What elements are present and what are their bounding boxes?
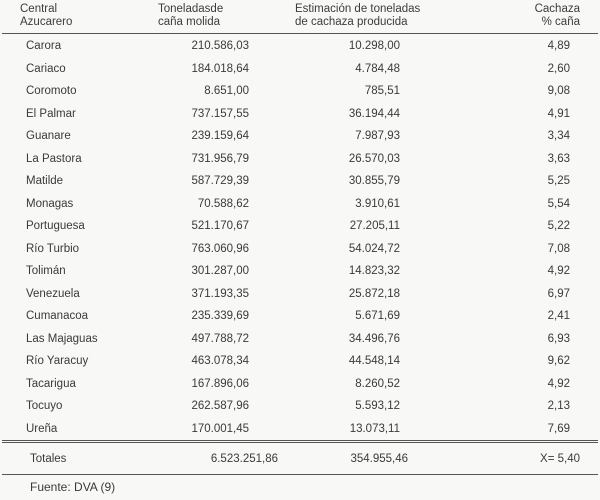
- table-body: [0, 35, 600, 440]
- table-row: [0, 305, 600, 328]
- row-toneladas: 371.193,35: [191, 287, 249, 300]
- row-central: Carora: [26, 40, 62, 52]
- row-central: Las Majaguas: [26, 332, 98, 345]
- row-cachaza-pct: 7,08: [547, 242, 570, 255]
- row-cachaza-pct: 3,63: [547, 152, 570, 165]
- row-cachaza-pct: 4,92: [547, 377, 570, 390]
- row-toneladas: 239.159,64: [191, 130, 249, 142]
- totals-rule-lower: [2, 442, 598, 443]
- row-toneladas: 763.060,96: [191, 242, 249, 255]
- row-cachaza-pct: 5,25: [547, 175, 570, 187]
- header-rule: [2, 33, 598, 34]
- row-toneladas: 70.588,62: [197, 197, 249, 210]
- totals-label: Totales: [30, 453, 67, 465]
- row-central: Ureña: [26, 422, 58, 435]
- totals-toneladas: 6.523.251,86: [210, 453, 278, 465]
- table-row: [0, 103, 600, 126]
- row-estimacion: 14.823,32: [348, 265, 400, 277]
- row-toneladas: 210.586,03: [191, 40, 249, 52]
- row-estimacion: 785,51: [364, 85, 400, 97]
- row-toneladas: 262.587,96: [191, 400, 249, 412]
- row-toneladas: 737.157,55: [191, 107, 249, 120]
- row-central: Matilde: [26, 175, 64, 187]
- row-central: Tocuyo: [26, 400, 63, 412]
- table-row: [0, 125, 600, 148]
- header-toneladas: Toneladasde caña molida: [158, 3, 224, 28]
- table-row: [0, 283, 600, 306]
- row-central: Cumanacoa: [26, 310, 89, 322]
- table-row: [0, 238, 600, 261]
- row-toneladas: 301.287,00: [191, 265, 249, 277]
- row-estimacion: 54.024,72: [348, 242, 400, 255]
- row-central: Tacarigua: [26, 377, 76, 390]
- row-toneladas: 587.729,39: [191, 175, 249, 187]
- row-toneladas: 8.651,00: [204, 85, 249, 97]
- row-central: Venezuela: [26, 287, 80, 300]
- table-row: [0, 148, 600, 171]
- table-row: [0, 260, 600, 283]
- totals-pct: X= 5,40: [540, 453, 580, 465]
- table-row: [0, 328, 600, 351]
- row-cachaza-pct: 3,34: [547, 130, 570, 142]
- table-row: [0, 418, 600, 441]
- row-estimacion: 26.570,03: [348, 152, 400, 165]
- table-row: [0, 58, 600, 81]
- row-central: Monagas: [26, 197, 74, 210]
- row-estimacion: 13.073,11: [349, 422, 400, 435]
- totals-rule-upper: [2, 440, 598, 441]
- row-central: La Pastora: [26, 152, 82, 165]
- row-cachaza-pct: 5,22: [547, 220, 570, 232]
- row-estimacion: 34.496,76: [348, 332, 400, 345]
- row-cachaza-pct: 7,69: [547, 422, 570, 435]
- row-cachaza-pct: 9,62: [547, 355, 570, 367]
- table-row: [0, 193, 600, 216]
- row-estimacion: 27.205,11: [349, 220, 400, 232]
- row-central: El Palmar: [26, 107, 76, 120]
- header-central: Central Azucarero: [20, 3, 73, 28]
- row-estimacion: 5.593,12: [355, 400, 400, 412]
- table-row: [0, 80, 600, 103]
- table-row: [0, 170, 600, 193]
- table-row: [0, 350, 600, 373]
- row-toneladas: 521.170,67: [191, 220, 249, 232]
- row-toneladas: 463.078,34: [191, 355, 249, 367]
- table-row: [0, 373, 600, 396]
- row-estimacion: 8.260,52: [355, 377, 400, 390]
- row-estimacion: 5.671,69: [355, 310, 400, 322]
- table-row: [0, 215, 600, 238]
- source-note: Fuente: DVA (9): [30, 480, 116, 494]
- row-central: Río Yaracuy: [26, 355, 89, 367]
- row-cachaza-pct: 2,60: [547, 62, 570, 75]
- row-toneladas: 497.788,72: [191, 332, 249, 345]
- table-header: [0, 0, 600, 33]
- table-row: [0, 395, 600, 418]
- row-cachaza-pct: 4,89: [547, 40, 570, 52]
- totals-estimacion: 354.955,46: [350, 453, 408, 465]
- row-cachaza-pct: 5,54: [547, 197, 570, 210]
- header-cachaza: Cachaza % caña: [534, 3, 580, 28]
- row-toneladas: 184.018,64: [191, 62, 249, 75]
- row-cachaza-pct: 2,13: [547, 400, 570, 412]
- row-cachaza-pct: 6,97: [547, 287, 570, 300]
- table-row: [0, 35, 600, 58]
- row-estimacion: 3.910,61: [355, 197, 400, 210]
- row-cachaza-pct: 4,92: [547, 265, 570, 277]
- row-estimacion: 44.548,14: [348, 355, 400, 367]
- row-estimacion: 30.855,79: [348, 175, 400, 187]
- row-toneladas: 170.001,45: [191, 422, 249, 435]
- row-central: Tolimán: [26, 265, 66, 277]
- row-central: Coromoto: [26, 85, 77, 97]
- row-toneladas: 167.896,06: [191, 377, 249, 390]
- row-central: Portuguesa: [26, 220, 85, 232]
- row-cachaza-pct: 4,91: [547, 107, 570, 120]
- row-estimacion: 36.194,44: [348, 107, 400, 120]
- row-cachaza-pct: 2,41: [547, 310, 570, 322]
- row-toneladas: 731.956,79: [191, 152, 249, 165]
- row-central: Guanare: [26, 130, 71, 142]
- row-estimacion: 7.987,93: [355, 130, 400, 142]
- row-toneladas: 235.339,69: [191, 310, 249, 322]
- row-cachaza-pct: 6,93: [547, 332, 570, 345]
- header-estimacion: Estimación de toneladas de cachaza producida: [295, 3, 421, 28]
- row-estimacion: 25.872,18: [348, 287, 400, 300]
- row-cachaza-pct: 9,08: [547, 85, 570, 97]
- totals-row: [0, 447, 600, 472]
- bottom-rule: [2, 474, 598, 475]
- row-estimacion: 10.298,00: [348, 40, 400, 52]
- row-central: Río Turbio: [26, 242, 80, 255]
- row-central: Cariaco: [26, 62, 66, 75]
- row-estimacion: 4.784,48: [355, 62, 400, 75]
